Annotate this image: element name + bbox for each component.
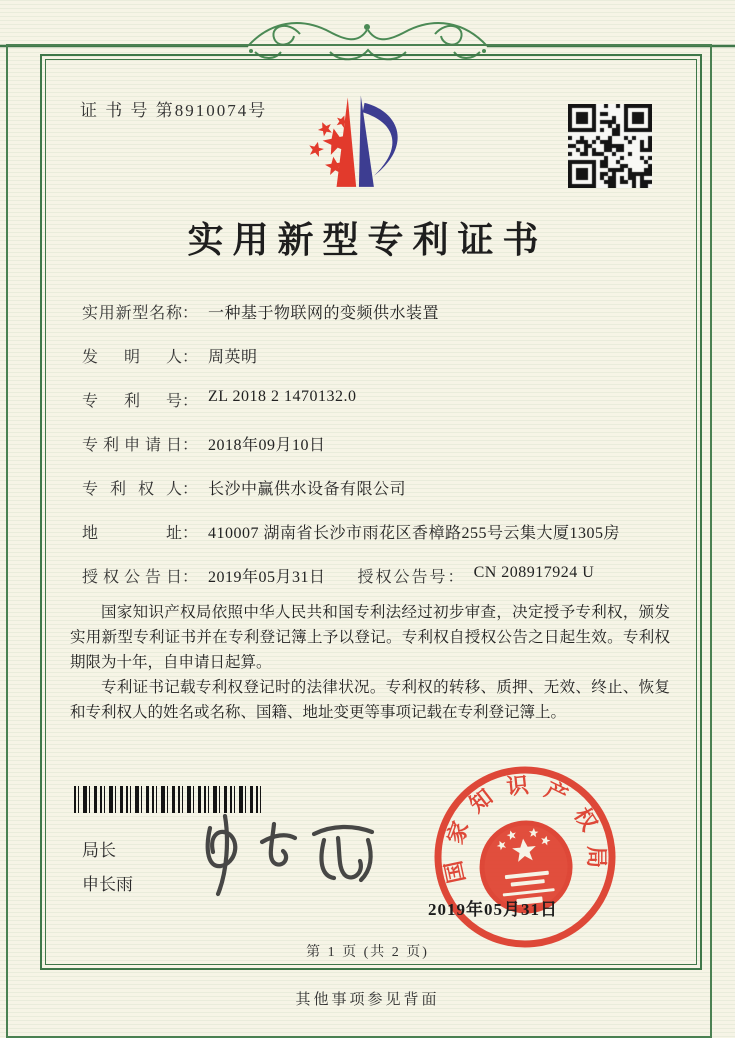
seal-char: 国	[440, 858, 470, 886]
field-label: 实用新型名称	[82, 305, 182, 322]
field-label: 授权公告日	[82, 569, 182, 586]
legal-paragraph-2: 专利证书记载专利权登记时的法律状况。专利权的转移、质押、无效、终止、恢复和专利权人的姓名或名称、国籍、地址变更等事项记载在专利登记簿上。	[70, 679, 670, 722]
signer-block	[82, 834, 133, 902]
legal-paragraph-1: 国家知识产权局依照中华人民共和国专利法经过初步审查，决定授予专利权，颁发实用新型专利证书并在专利登记簿上予以登记。专利权自授权公告之日起生效。专利权期限为十年，自申请日起算。	[70, 604, 670, 672]
back-side-note: 其他事项参见背面	[295, 992, 440, 1008]
red-round-seal	[428, 760, 622, 954]
seal-char: 产	[540, 776, 572, 809]
seal-char: 局	[584, 845, 609, 869]
legal-text	[70, 600, 670, 726]
signer-title: 局长	[82, 841, 116, 860]
field-value: ZL 2018 2 1470132.0	[208, 388, 357, 405]
qr-code	[568, 104, 652, 188]
field-value: 一种基于物联网的变频供水装置	[208, 305, 440, 322]
field-value: 2018年09月10日	[208, 437, 326, 454]
seal-char: 家	[442, 817, 474, 848]
field-value: 410007 湖南省长沙市雨花区香樟路255号云集大厦1305房	[208, 525, 621, 542]
handwritten-signature	[182, 808, 392, 900]
field-row-filing-date: 专利申请日 ： 2018年09月10日	[82, 432, 662, 476]
field-value: 周英明	[208, 349, 258, 366]
field-row-address: 地址 ： 410007 湖南省长沙市雨花区香樟路255号云集大厦1305房	[82, 520, 662, 564]
cnipa-patent-logo-icon	[288, 90, 428, 198]
grant-no: CN 208917924 U	[473, 564, 595, 581]
field-label: 专利权人	[82, 481, 182, 498]
field-label: 专利申请日	[82, 437, 182, 454]
field-label: 发明人	[82, 349, 182, 366]
field-list	[82, 300, 662, 608]
field-value: 长沙中赢供水设备有限公司	[208, 481, 407, 498]
field-row-patent-no: 专利号 ： ZL 2018 2 1470132.0	[82, 388, 357, 410]
field-label: 地址	[82, 525, 182, 542]
certificate-title: 实用新型专利证书	[187, 220, 548, 260]
certificate-number: 证 书 号 第8910074号	[80, 101, 268, 120]
seal-char: 权	[569, 803, 603, 836]
field-label: 专利号	[82, 393, 182, 410]
seal-char: 知	[464, 784, 498, 818]
field-row-patentee: 专利权人 ： 长沙中赢供水设备有限公司	[82, 476, 662, 520]
field-row-inventor: 发明人 ： 周英明	[82, 344, 662, 388]
field-row-name: 实用新型名称 ： 一种基于物联网的变频供水装置	[82, 300, 662, 344]
page-number: 第 1 页 (共 2 页)	[306, 945, 429, 960]
field-row-grant: 授权公告日 ： 2019年05月31日 授权公告号 ： CN 208917924 U	[82, 564, 595, 586]
seal-char: 识	[505, 772, 530, 800]
seal-date: 2019年05月31日	[428, 900, 558, 919]
field-label: 授权公告号	[357, 569, 448, 586]
signer-name: 申长雨	[82, 875, 133, 894]
grant-date: 2019年05月31日	[208, 569, 326, 586]
